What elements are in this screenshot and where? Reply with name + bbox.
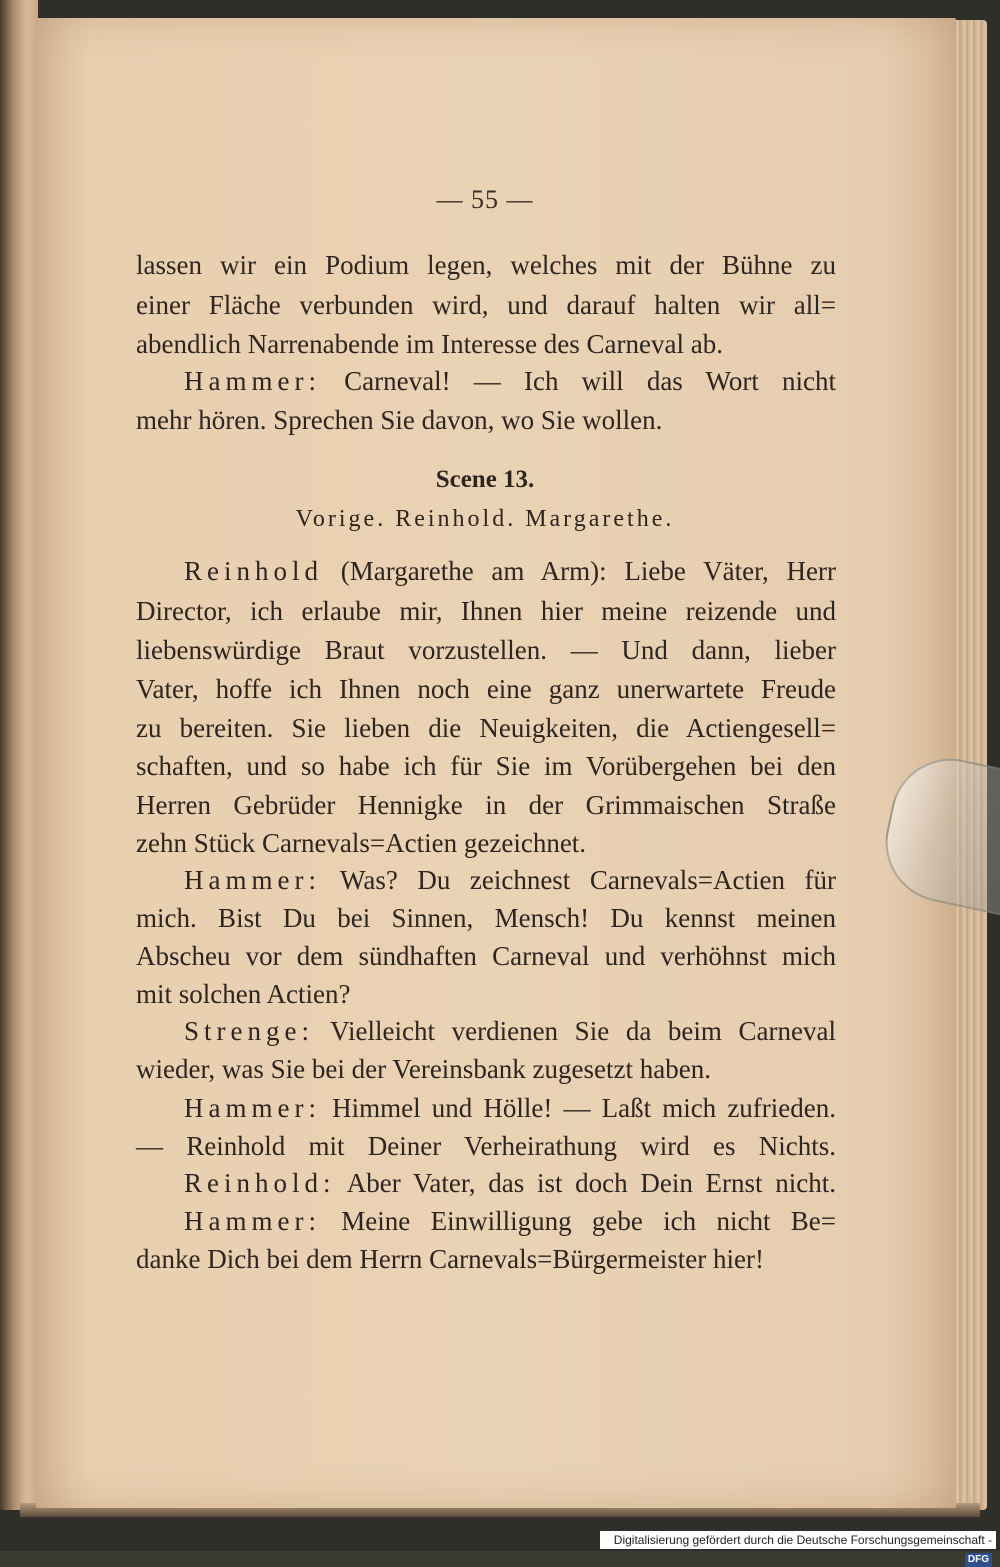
speaker-name: Hammer: <box>184 1206 321 1236</box>
credit-text: Digitalisierung gefördert durch die Deutsche Forschungsgemeinschaft - <box>613 1533 992 1547</box>
dialogue-text: Himmel und Hölle! — Laßt mich zufrieden. <box>332 1093 837 1123</box>
speaker-name: Reinhold: <box>184 1168 336 1198</box>
text-line: wieder, was Sie bei der Vereinsbank zugesetzt haben. <box>136 1054 711 1084</box>
dialogue-text: Was? Du zeichnest Carnevals=Actien für <box>340 865 836 895</box>
text-line: danke Dich bei dem Herrn Carnevals=Bürgermeister hier! <box>136 1244 765 1274</box>
digitization-credit <box>600 1531 996 1565</box>
dialogue-text: Liebe Väter, Herr <box>624 556 836 586</box>
text-line: liebenswürdige Braut vorzustellen. — Und dann, lieber <box>136 635 836 665</box>
text-line: mehr hören. Sprechen Sie davon, wo Sie wollen. <box>136 405 663 435</box>
dialogue-text: Meine Einwilligung gebe ich nicht Be= <box>341 1206 837 1236</box>
dialogue-line <box>136 1168 836 1198</box>
speaker-name: Hammer: <box>184 1093 321 1123</box>
dialogue-line <box>136 556 836 586</box>
text-line: lassen wir ein Podium legen, welches mit der Bühne zu <box>136 250 836 280</box>
scene-title: Scene 13. <box>435 466 535 493</box>
text-line: — Reinhold mit Deiner Verheirathung wird es Nichts. <box>136 1131 836 1161</box>
text-line: zu bereiten. Sie lieben die Neuigkeiten, die Actiengesell= <box>136 713 836 743</box>
dialogue-line <box>136 1093 836 1123</box>
speaker-name: Hammer: <box>184 366 321 396</box>
speaker-name: Strenge: <box>184 1016 314 1046</box>
text-line: Director, ich erlaube mir, Ihnen hier meine reizende und <box>136 596 836 626</box>
dfg-logo: DFG <box>965 1553 992 1567</box>
text-line: mich. Bist Du bei Sinnen, Mensch! Du kennst meinen <box>136 903 836 933</box>
text-line: einer Fläche verbunden wird, und darauf halten wir all= <box>136 290 836 320</box>
dialogue-text: Vielleicht verdienen Sie da beim Carneval <box>330 1016 836 1046</box>
dialogue-text: Aber Vater, das ist doch Dein Ernst nicht. <box>346 1168 836 1198</box>
dialogue-line <box>136 865 836 895</box>
page-number: — 55 — <box>436 185 534 214</box>
text-line: abendlich Narrenabende im Interesse des Carneval ab. <box>136 329 723 359</box>
dialogue-text: Carneval! — Ich will das Wort nicht <box>344 366 836 396</box>
dialogue-line <box>136 1016 836 1046</box>
text-line: mit solchen Actien? <box>136 979 351 1009</box>
scene-cast: Vorige. Reinhold. Margarethe. <box>295 506 675 532</box>
text-line: Herren Gebrüder Hennigke in der Grimmaischen Straße <box>136 790 836 820</box>
text-line: Abscheu vor dem sündhaften Carneval und verhöhnst mich <box>136 941 836 971</box>
text-line: zehn Stück Carnevals=Actien gezeichnet. <box>136 828 587 858</box>
dialogue-line <box>136 1206 836 1236</box>
left-page-edge <box>0 0 38 1510</box>
speaker-name: Reinhold <box>184 556 323 586</box>
text-line: Vater, hoffe ich Ihnen noch eine ganz unerwartete Freude <box>136 674 836 704</box>
stage-direction: (Margarethe am Arm): <box>340 556 607 586</box>
dialogue-line <box>136 366 836 396</box>
speaker-name: Hammer: <box>184 865 321 895</box>
text-line: schaften, und so habe ich für Sie im Vorübergehen bei den <box>136 751 836 781</box>
